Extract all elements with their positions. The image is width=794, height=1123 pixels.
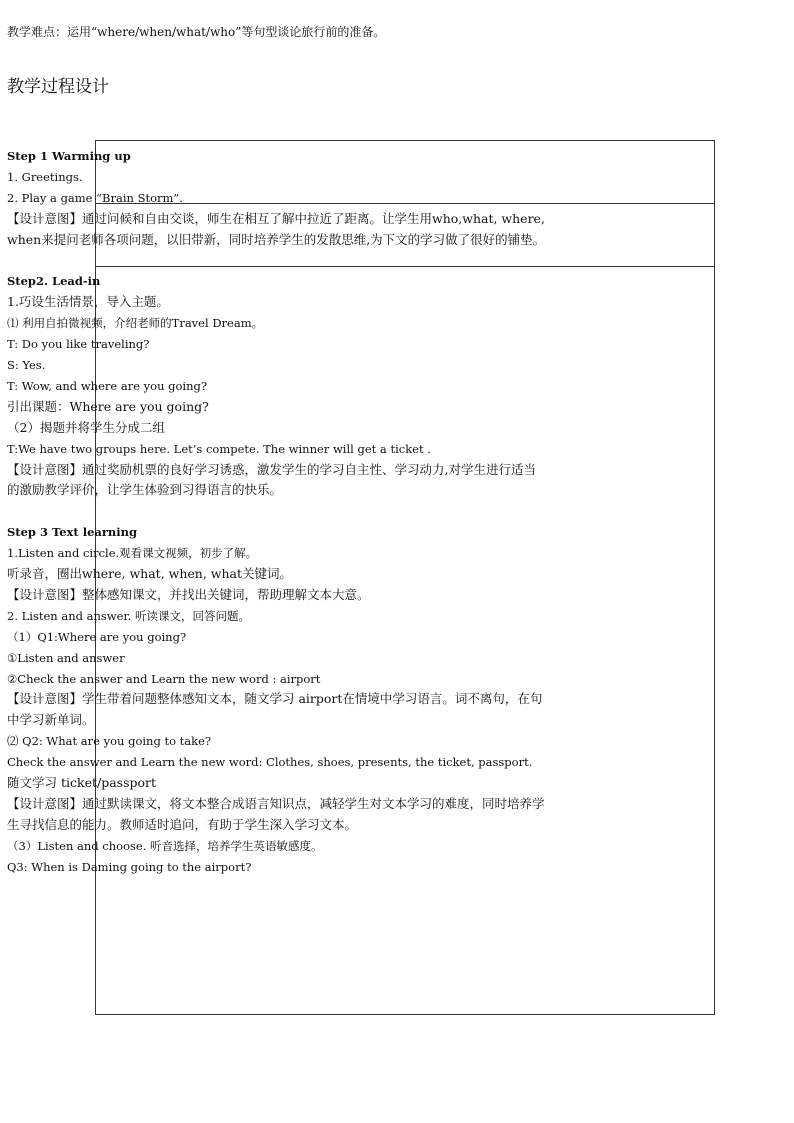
procedure-line: 【设计意图】通过问候和自由交谈，师生在相互了解中拉近了距离。让学生用who,what, where, bbox=[7, 210, 545, 226]
procedure-line: 【设计意图】通过默读课文，将文本整合成语言知识点，减轻学生对文本学习的难度，同时培养学 bbox=[7, 795, 545, 811]
procedure-line: 随文学习 ticket/passport bbox=[7, 775, 157, 790]
procedure-line: 【设计意图】学生带着问题整体感知文本，随文学习 airport在情境中学习语言。词不离句，在句 bbox=[7, 691, 543, 707]
procedure-line: 1. Greetings. bbox=[7, 169, 83, 184]
step-heading: Step 3 Text learning bbox=[7, 525, 138, 540]
procedure-line: 的激励教学评价，让学生体验到习得语言的快乐。 bbox=[7, 482, 283, 498]
procedure-line: 2. Play a game “Brain Storm”. bbox=[7, 190, 183, 205]
procedure-line: T: Wow, and where are you going? bbox=[7, 378, 208, 393]
procedure-line: （1）Q1:Where are you going? bbox=[7, 629, 187, 644]
procedure-line: Q3: When is Daming going to the airport? bbox=[7, 859, 252, 874]
procedure-line: 1.Listen and circle.观看课文视频，初步了解。 bbox=[7, 546, 258, 561]
procedure-line: 引出课题：Where are you going? bbox=[7, 398, 209, 414]
procedure-line: T:We have two groups here. Let’s compete. The winner will get a ticket . bbox=[7, 441, 431, 456]
procedure-line: （2）揭题并将学生分成二组 bbox=[7, 419, 165, 435]
procedure-line: 听录音，圈出where, what, when, what关键词。 bbox=[7, 566, 293, 581]
procedure-line: Check the answer and Learn the new word: Clothes, shoes, presents, the ticket, passport. bbox=[7, 755, 533, 770]
procedure-line: 【设计意图】通过奖励机票的良好学习诱惑，激发学生的学习自主性、学习动力,对学生进行适当 bbox=[7, 461, 536, 477]
procedure-line: 1.巧设生活情景，导入主题。 bbox=[7, 294, 169, 310]
procedure-line: 2. Listen and answer. 听读课文，回答问题。 bbox=[7, 608, 250, 623]
step-heading: Step 1 Warming up bbox=[7, 149, 131, 163]
section-title: 教学过程设计 bbox=[7, 77, 109, 97]
procedure-line: ⑴ 利用自拍微视频，介绍老师的Travel Dream。 bbox=[7, 316, 264, 331]
procedure-line: 中学习新单词。 bbox=[7, 712, 95, 728]
procedure-line: 【设计意图】整体感知课文，并找出关键词，帮助理解文本大意。 bbox=[7, 586, 370, 602]
procedure-line: T: Do you like traveling? bbox=[7, 337, 150, 352]
procedure-line: （3）Listen and choose. 听音选择，培养学生英语敏感度。 bbox=[7, 838, 323, 853]
procedure-line: ⑵ Q2: What are you going to take? bbox=[7, 734, 212, 749]
teaching-difficulty: 教学难点：运用“where/when/what/who”等句型谈论旅行前的准备。 bbox=[7, 25, 386, 39]
procedure-line: ①Listen and answer bbox=[7, 650, 125, 665]
procedure-line: S: Yes. bbox=[7, 358, 46, 372]
procedure-line: 生寻找信息的能力。教师适时追问，有助于学生深入学习文本。 bbox=[7, 816, 358, 832]
step-heading: Step2. Lead-in bbox=[7, 274, 101, 289]
procedure-line: when来提问老师各项问题，以旧带新，同时培养学生的发散思维,为下文的学习做了很好的铺垫。 bbox=[7, 231, 546, 247]
procedure-line: ②Check the answer and Learn the new word : airport bbox=[7, 671, 321, 686]
